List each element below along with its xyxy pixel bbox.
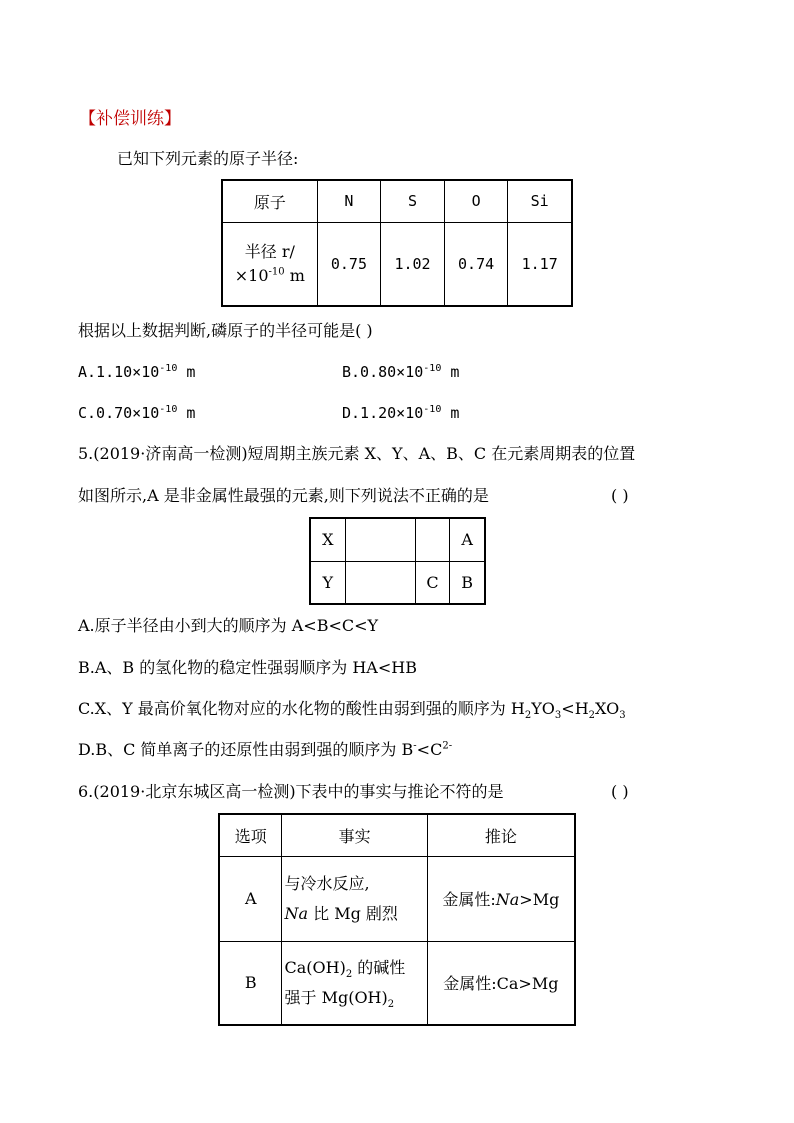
radius-table-header-si: Si — [508, 180, 572, 222]
radius-value-s: 1.02 — [381, 222, 445, 306]
q4-option-b-exponent: -10 — [423, 363, 442, 374]
facts-row-a-inference — [427, 856, 575, 941]
facts-row-a-inference-rest: >Mg — [519, 890, 560, 909]
q4-option-a-unit: m — [177, 363, 196, 381]
q5-option-c-sub1: 2 — [524, 710, 532, 722]
q5-option-d — [78, 740, 452, 760]
facts-row-b-fact-line2 — [284, 983, 426, 1013]
facts-row-b-option: B — [219, 941, 282, 1025]
q4-option-c-exponent: -10 — [159, 404, 178, 415]
q4-option-a — [78, 362, 195, 382]
radius-table-header-n: N — [317, 180, 381, 222]
q4-stem: 根据以上数据判断,磷原子的半径可能是( ) — [78, 321, 373, 340]
radius-label-line1: 半径 r/ — [244, 241, 295, 261]
facts-row-b-inference: 金属性:Ca>Mg — [427, 941, 575, 1025]
q5-option-c-sub3: 2 — [588, 710, 596, 722]
periodic-grid — [309, 517, 486, 605]
facts-row-b-fact — [282, 941, 427, 1025]
radius-label-unit: m — [284, 265, 305, 285]
facts-header-inference: 推论 — [427, 814, 575, 856]
q5-option-c-lt: <H — [561, 699, 589, 718]
facts-row-b-fact-mid: 的碱性 — [352, 957, 406, 977]
q4-option-a-exponent: -10 — [159, 363, 178, 374]
grid-cell-a: A — [450, 518, 485, 561]
facts-row-a-fact-rest: 比 Mg 剧烈 — [308, 903, 398, 923]
facts-row-b-fact-line1 — [284, 953, 426, 983]
facts-row-a-fact-line1: 与冷水反应, — [284, 873, 370, 893]
radius-value-n: 0.75 — [317, 222, 381, 306]
q5-option-d-lt: <C — [416, 740, 443, 759]
q4-option-d-unit: m — [441, 404, 460, 422]
facts-row-b-ca: Ca(OH) — [284, 957, 346, 977]
facts-row-a-fact — [282, 856, 427, 941]
q4-option-c-text: C.0.70×10 — [78, 404, 160, 422]
q5-option-c — [78, 699, 626, 722]
radius-label-times: ×10 — [234, 265, 269, 285]
grid-cell-b: B — [450, 561, 485, 604]
radius-table-header-s: S — [381, 180, 445, 222]
facts-header-fact: 事实 — [282, 814, 427, 856]
grid-cell-c: C — [415, 561, 450, 604]
q5-option-d-sup2: 2- — [442, 740, 453, 752]
radius-label-line2 — [223, 264, 317, 288]
facts-row-a-option: A — [219, 856, 282, 941]
facts-row-b-sub1: 2 — [345, 968, 353, 980]
grid-cell-empty-1 — [345, 518, 415, 561]
radius-table-header-o: O — [444, 180, 508, 222]
radius-table-header-atom: 原子 — [222, 180, 317, 222]
facts-row-a-inference-na: Na — [495, 890, 520, 909]
grid-cell-empty-2 — [415, 518, 450, 561]
q4-option-d — [342, 403, 459, 423]
q4-option-d-exponent: -10 — [423, 404, 442, 415]
q5-option-c-sub2: 3 — [554, 710, 562, 722]
q4-option-b — [342, 362, 459, 382]
q6-answer-paren: ( ) — [611, 782, 629, 801]
facts-row-a-fact-line2 — [284, 899, 426, 929]
intro-text: 已知下列元素的原子半径: — [117, 149, 299, 168]
q5-option-a: A.原子半径由小到大的顺序为 A<B<C<Y — [78, 616, 379, 635]
facts-header-option: 选项 — [219, 814, 282, 856]
q5-option-d-text: D.B、C 简单离子的还原性由弱到强的顺序为 B — [78, 740, 414, 759]
facts-row-b-mg: 强于 Mg(OH) — [284, 987, 388, 1007]
grid-cell-y: Y — [310, 561, 345, 604]
q4-option-d-text: D.1.20×10 — [342, 404, 424, 422]
radius-value-o: 0.74 — [444, 222, 508, 306]
facts-table — [218, 813, 576, 1026]
facts-row-a-na: Na — [284, 903, 309, 923]
grid-cell-x: X — [310, 518, 345, 561]
q5-answer-paren: ( ) — [611, 486, 629, 505]
q5-stem-line1: 5.(2019·济南高一检测)短周期主族元素 X、Y、A、B、C 在元素周期表的位置 — [78, 444, 636, 463]
q5-option-c-xo: XO — [595, 699, 620, 718]
facts-row-b-sub2: 2 — [387, 998, 395, 1010]
q5-option-c-yo: YO — [531, 699, 555, 718]
q5-option-c-text: C.X、Y 最高价氧化物对应的水化物的酸性由弱到强的顺序为 H — [78, 699, 525, 718]
section-title: 【补偿训练】 — [79, 109, 181, 129]
grid-cell-empty-3 — [345, 561, 415, 604]
q5-option-d-sup1: - — [413, 740, 417, 752]
radius-label-exponent: -10 — [268, 266, 285, 278]
q5-option-c-sub4: 3 — [619, 710, 626, 722]
q5-option-b: B.A、B 的氢化物的稳定性强弱顺序为 HA<HB — [78, 658, 417, 677]
facts-row-a-inference-prefix: 金属性: — [442, 890, 496, 909]
q5-stem-line2: 如图所示,A 是非金属性最强的元素,则下列说法不正确的是 — [78, 486, 489, 505]
radius-value-si: 1.17 — [508, 222, 572, 306]
radius-table-row-label — [222, 222, 317, 306]
q4-option-c — [78, 403, 195, 423]
q6-stem: 6.(2019·北京东城区高一检测)下表中的事实与推论不符的是 — [78, 782, 504, 801]
q4-option-b-text: B.0.80×10 — [342, 363, 424, 381]
q4-option-b-unit: m — [441, 363, 460, 381]
radius-table — [221, 179, 573, 307]
q4-option-a-text: A.1.10×10 — [78, 363, 160, 381]
q4-option-c-unit: m — [177, 404, 196, 422]
